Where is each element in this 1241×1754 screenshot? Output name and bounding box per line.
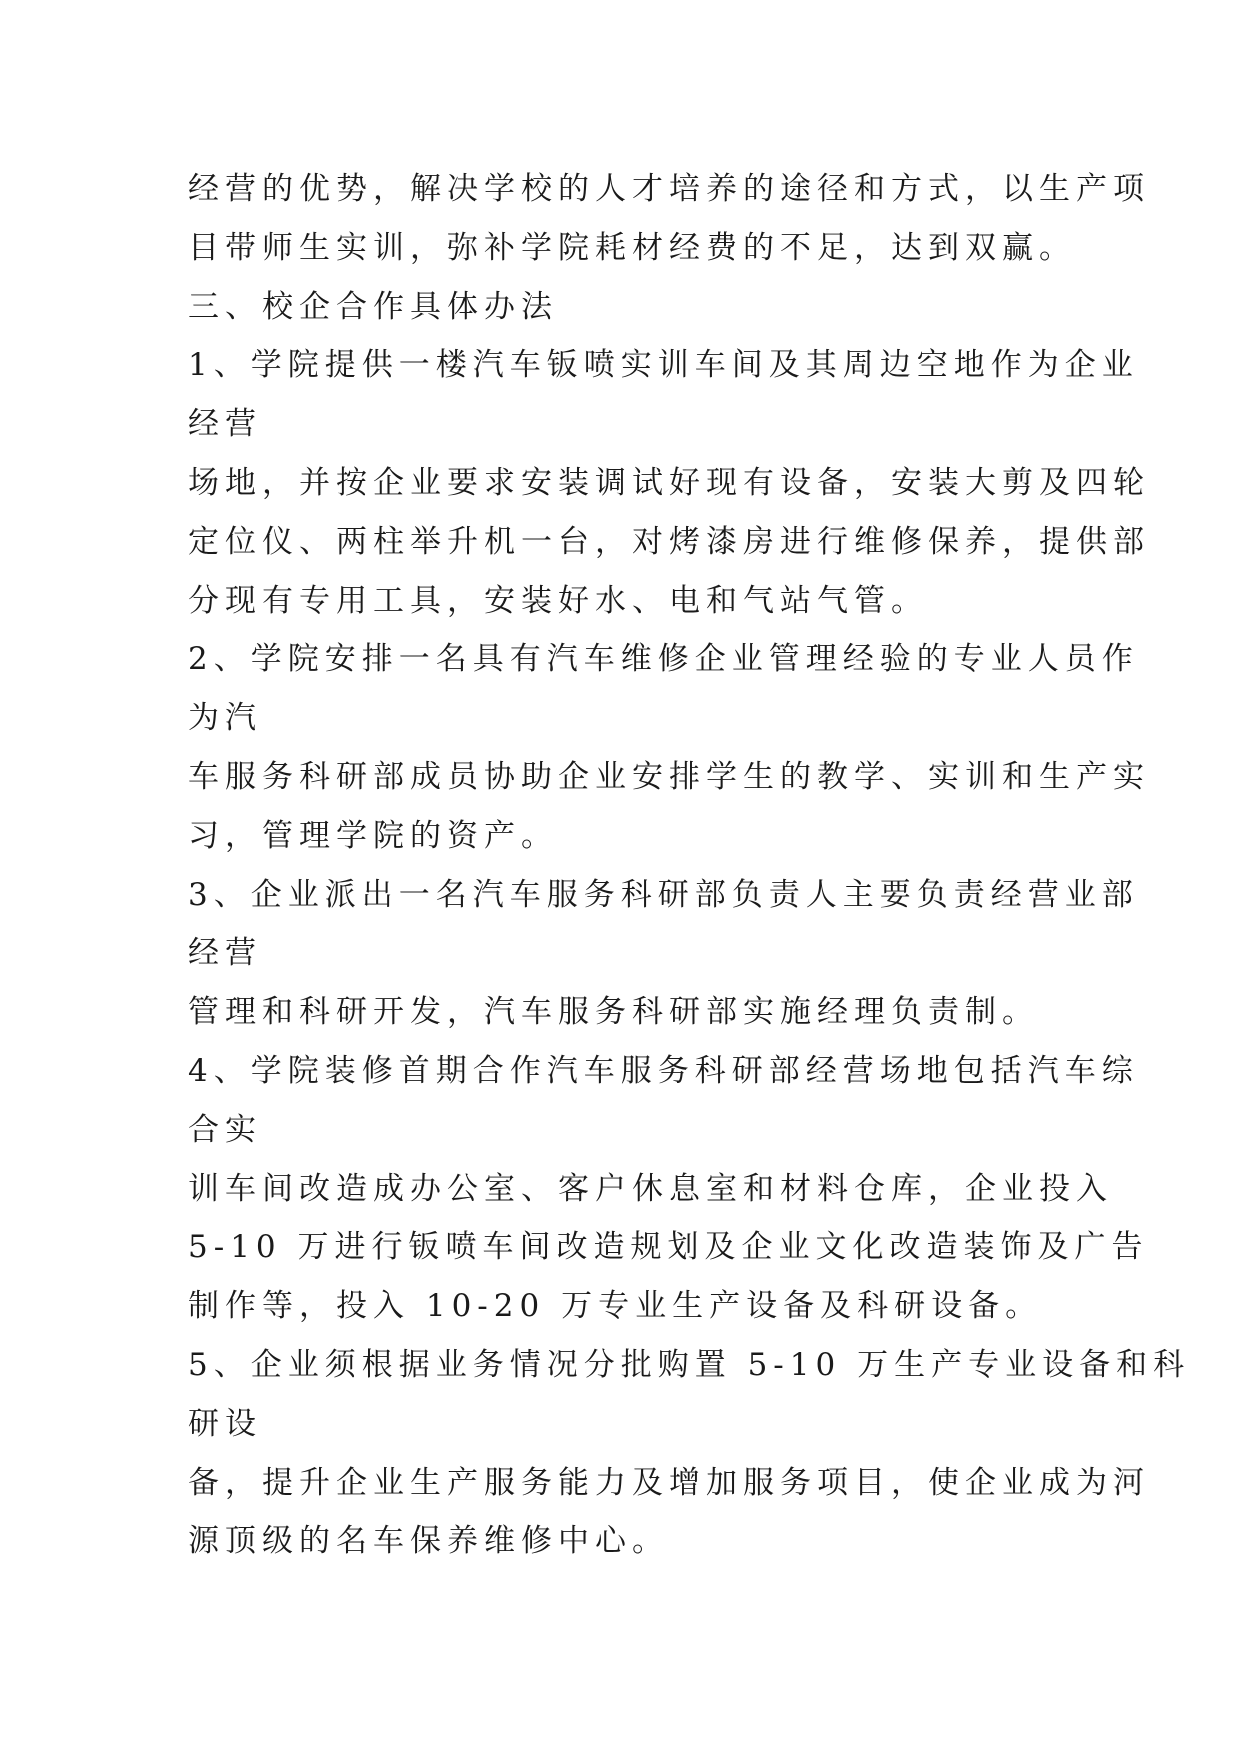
text-line: 为汽 [188, 700, 262, 737]
text-line: 管理和科研开发，汽车服务科研部实施经理负责制。 [188, 994, 1039, 1031]
text-line: 制作等，投入 10-20 万专业生产设备及科研设备。 [188, 1288, 1043, 1325]
text-line: 源顶级的名车保养维修中心。 [188, 1523, 669, 1560]
text-line: 2、学院安排一名具有汽车维修企业管理经验的专业人员作 [188, 641, 1139, 678]
text-line: 目带师生实训，弥补学院耗材经费的不足，达到双赢。 [188, 229, 1076, 266]
text-line: 习，管理学院的资产。 [188, 817, 558, 854]
text-line: 合实 [188, 1111, 262, 1148]
text-line: 研设 [188, 1405, 262, 1442]
text-line: 5-10 万进行钣喷车间改造规划及企业文化改造装饰及广告 [188, 1229, 1149, 1266]
text-line: 车服务科研部成员协助企业安排学生的教学、实训和生产实 [188, 758, 1150, 795]
text-line: 场地，并按企业要求安装调试好现有设备，安装大剪及四轮 [188, 464, 1150, 501]
body-text [188, 160, 1191, 1571]
text-line: 经营的优势，解决学校的人才培养的途径和方式，以生产项 [188, 171, 1150, 207]
text-line: 定位仪、两柱举升机一台，对烤漆房进行维修保养，提供部 [188, 523, 1150, 560]
text-line: 训车间改造成办公室、客户休息室和材料仓库，企业投入 [188, 1170, 1113, 1207]
text-line: 4、学院装修首期合作汽车服务科研部经营场地包括汽车综 [188, 1052, 1139, 1089]
text-line: 备，提升企业生产服务能力及增加服务项目，使企业成为河 [188, 1464, 1150, 1501]
text-line: 分现有专用工具，安装好水、电和气站气管。 [188, 582, 928, 619]
text-line: 1、学院提供一楼汽车钣喷实训车间及其周边空地作为企业 [188, 347, 1139, 384]
section-heading: 三、校企合作具体办法 [188, 288, 558, 325]
text-line: 3、企业派出一名汽车服务科研部负责人主要负责经营业部 [188, 876, 1139, 913]
text-line: 经营 [188, 935, 262, 972]
text-line: 5、企业须根据业务情况分批购置 5-10 万生产专业设备和科 [188, 1346, 1191, 1383]
text-line: 经营 [188, 406, 262, 443]
